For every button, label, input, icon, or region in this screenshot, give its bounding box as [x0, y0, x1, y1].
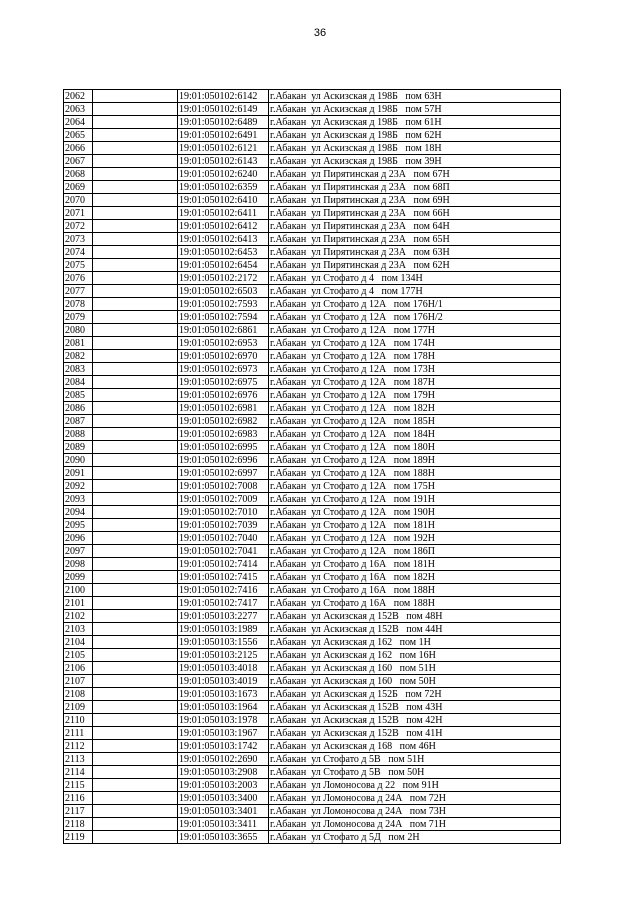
- cadastral-number-cell: 19:01:050102:2690: [178, 753, 269, 766]
- row-number-cell: 2113: [64, 753, 93, 766]
- table-row: [64, 714, 561, 727]
- cadastral-number-cell: 19:01:050102:7416: [178, 584, 269, 597]
- address-cell: г.Абакан ул Стофато д 12А пом 173Н: [269, 363, 561, 376]
- cadastral-number-cell: 19:01:050102:6982: [178, 415, 269, 428]
- address-cell: г.Абакан ул Стофато д 12А пом 184Н: [269, 428, 561, 441]
- address-cell: г.Абакан ул Аскизская д 162 пом 16Н: [269, 649, 561, 662]
- row-number-cell: 2073: [64, 233, 93, 246]
- blank-cell: [93, 298, 178, 311]
- row-number-cell: 2115: [64, 779, 93, 792]
- cadastral-number-cell: 19:01:050102:6359: [178, 181, 269, 194]
- cadastral-number-cell: 19:01:050102:6453: [178, 246, 269, 259]
- address-cell: г.Абакан ул Аскизская д 198Б пом 57Н: [269, 103, 561, 116]
- table-row: [64, 480, 561, 493]
- row-number-cell: 2062: [64, 90, 93, 103]
- row-number-cell: 2096: [64, 532, 93, 545]
- table-row: [64, 272, 561, 285]
- blank-cell: [93, 233, 178, 246]
- row-number-cell: 2119: [64, 831, 93, 844]
- blank-cell: [93, 311, 178, 324]
- blank-cell: [93, 181, 178, 194]
- cadastral-number-cell: 19:01:050102:7593: [178, 298, 269, 311]
- cadastral-number-cell: 19:01:050103:1964: [178, 701, 269, 714]
- blank-cell: [93, 779, 178, 792]
- cadastral-number-cell: 19:01:050103:1978: [178, 714, 269, 727]
- table-row: [64, 285, 561, 298]
- table-row: [64, 753, 561, 766]
- cadastral-number-cell: 19:01:050102:7010: [178, 506, 269, 519]
- blank-cell: [93, 363, 178, 376]
- table-row: [64, 311, 561, 324]
- blank-cell: [93, 428, 178, 441]
- blank-cell: [93, 623, 178, 636]
- row-number-cell: 2071: [64, 207, 93, 220]
- row-number-cell: 2116: [64, 792, 93, 805]
- table-row: [64, 220, 561, 233]
- row-number-cell: 2103: [64, 623, 93, 636]
- row-number-cell: 2079: [64, 311, 93, 324]
- blank-cell: [93, 324, 178, 337]
- blank-cell: [93, 818, 178, 831]
- row-number-cell: 2092: [64, 480, 93, 493]
- cadastral-number-cell: 19:01:050102:6953: [178, 337, 269, 350]
- blank-cell: [93, 168, 178, 181]
- property-registry-table: [63, 89, 561, 844]
- address-cell: г.Абакан ул Пирятинская д 23А пом 69Н: [269, 194, 561, 207]
- address-cell: г.Абакан ул Аскизская д 160 пом 51Н: [269, 662, 561, 675]
- blank-cell: [93, 493, 178, 506]
- table-row: [64, 259, 561, 272]
- cadastral-number-cell: 19:01:050102:6410: [178, 194, 269, 207]
- cadastral-number-cell: 19:01:050103:1989: [178, 623, 269, 636]
- row-number-cell: 2095: [64, 519, 93, 532]
- address-cell: г.Абакан ул Пирятинская д 23А пом 63Н: [269, 246, 561, 259]
- registry-table-body: [64, 90, 561, 844]
- cadastral-number-cell: 19:01:050103:2277: [178, 610, 269, 623]
- cadastral-number-cell: 19:01:050103:3400: [178, 792, 269, 805]
- address-cell: г.Абакан ул Пирятинская д 23А пом 68П: [269, 181, 561, 194]
- cadastral-number-cell: 19:01:050102:6983: [178, 428, 269, 441]
- address-cell: г.Абакан ул Стофато д 12А пом 187Н: [269, 376, 561, 389]
- row-number-cell: 2085: [64, 389, 93, 402]
- cadastral-number-cell: 19:01:050102:7040: [178, 532, 269, 545]
- cadastral-number-cell: 19:01:050102:6491: [178, 129, 269, 142]
- row-number-cell: 2082: [64, 350, 93, 363]
- blank-cell: [93, 675, 178, 688]
- cadastral-number-cell: 19:01:050102:6413: [178, 233, 269, 246]
- blank-cell: [93, 532, 178, 545]
- cadastral-number-cell: 19:01:050102:7594: [178, 311, 269, 324]
- address-cell: г.Абакан ул Стофато д 16А пом 188Н: [269, 584, 561, 597]
- address-cell: г.Абакан ул Пирятинская д 23А пом 65Н: [269, 233, 561, 246]
- address-cell: г.Абакан ул Стофато д 12А пом 177Н: [269, 324, 561, 337]
- address-cell: г.Абакан ул Стофато д 5Д пом 2Н: [269, 831, 561, 844]
- blank-cell: [93, 259, 178, 272]
- table-row: [64, 402, 561, 415]
- blank-cell: [93, 636, 178, 649]
- table-row: [64, 350, 561, 363]
- cadastral-number-cell: 19:01:050103:4018: [178, 662, 269, 675]
- cadastral-number-cell: 19:01:050102:7415: [178, 571, 269, 584]
- row-number-cell: 2075: [64, 259, 93, 272]
- row-number-cell: 2108: [64, 688, 93, 701]
- row-number-cell: 2070: [64, 194, 93, 207]
- row-number-cell: 2102: [64, 610, 93, 623]
- blank-cell: [93, 116, 178, 129]
- cadastral-number-cell: 19:01:050102:6143: [178, 155, 269, 168]
- address-cell: г.Абакан ул Аскизская д 152Б пом 72Н: [269, 688, 561, 701]
- blank-cell: [93, 103, 178, 116]
- row-number-cell: 2080: [64, 324, 93, 337]
- address-cell: г.Абакан ул Стофато д 12А пом 174Н: [269, 337, 561, 350]
- address-cell: г.Абакан ул Аскизская д 152В пом 48Н: [269, 610, 561, 623]
- table-row: [64, 623, 561, 636]
- cadastral-number-cell: 19:01:050102:6997: [178, 467, 269, 480]
- row-number-cell: 2087: [64, 415, 93, 428]
- table-row: [64, 246, 561, 259]
- blank-cell: [93, 246, 178, 259]
- address-cell: г.Абакан ул Стофато д 12А пом 189Н: [269, 454, 561, 467]
- table-row: [64, 428, 561, 441]
- blank-cell: [93, 506, 178, 519]
- row-number-cell: 2100: [64, 584, 93, 597]
- table-row: [64, 324, 561, 337]
- table-row: [64, 441, 561, 454]
- row-number-cell: 2093: [64, 493, 93, 506]
- address-cell: г.Абакан ул Стофато д 12А пом 191Н: [269, 493, 561, 506]
- address-cell: г.Абакан ул Аскизская д 152В пом 44Н: [269, 623, 561, 636]
- table-row: [64, 766, 561, 779]
- row-number-cell: 2112: [64, 740, 93, 753]
- table-row: [64, 636, 561, 649]
- table-row: [64, 181, 561, 194]
- cadastral-number-cell: 19:01:050103:2003: [178, 779, 269, 792]
- table-row: [64, 792, 561, 805]
- blank-cell: [93, 519, 178, 532]
- cadastral-number-cell: 19:01:050102:7009: [178, 493, 269, 506]
- table-row: [64, 142, 561, 155]
- table-row: [64, 818, 561, 831]
- table-row: [64, 558, 561, 571]
- blank-cell: [93, 753, 178, 766]
- cadastral-number-cell: 19:01:050102:6412: [178, 220, 269, 233]
- address-cell: г.Абакан ул Аскизская д 198Б пом 63Н: [269, 90, 561, 103]
- table-row: [64, 571, 561, 584]
- row-number-cell: 2088: [64, 428, 93, 441]
- address-cell: г.Абакан ул Аскизская д 198Б пом 62Н: [269, 129, 561, 142]
- row-number-cell: 2098: [64, 558, 93, 571]
- blank-cell: [93, 649, 178, 662]
- table-row: [64, 454, 561, 467]
- row-number-cell: 2086: [64, 402, 93, 415]
- cadastral-number-cell: 19:01:050102:6973: [178, 363, 269, 376]
- address-cell: г.Абакан ул Стофато д 12А пом 180Н: [269, 441, 561, 454]
- address-cell: г.Абакан ул Стофато д 12А пом 186П: [269, 545, 561, 558]
- blank-cell: [93, 545, 178, 558]
- row-number-cell: 2094: [64, 506, 93, 519]
- table-row: [64, 831, 561, 844]
- address-cell: г.Абакан ул Пирятинская д 23А пом 67Н: [269, 168, 561, 181]
- address-cell: г.Абакан ул Аскизская д 198Б пом 18Н: [269, 142, 561, 155]
- table-row: [64, 168, 561, 181]
- address-cell: г.Абакан ул Ломоносова д 22 пом 91Н: [269, 779, 561, 792]
- address-cell: г.Абакан ул Ломоносова д 24А пом 71Н: [269, 818, 561, 831]
- blank-cell: [93, 194, 178, 207]
- blank-cell: [93, 701, 178, 714]
- blank-cell: [93, 688, 178, 701]
- address-cell: г.Абакан ул Ломоносова д 24А пом 72Н: [269, 792, 561, 805]
- row-number-cell: 2097: [64, 545, 93, 558]
- blank-cell: [93, 571, 178, 584]
- cadastral-number-cell: 19:01:050103:2908: [178, 766, 269, 779]
- row-number-cell: 2109: [64, 701, 93, 714]
- row-number-cell: 2101: [64, 597, 93, 610]
- table-row: [64, 376, 561, 389]
- cadastral-number-cell: 19:01:050103:3411: [178, 818, 269, 831]
- blank-cell: [93, 558, 178, 571]
- row-number-cell: 2091: [64, 467, 93, 480]
- cadastral-number-cell: 19:01:050103:1742: [178, 740, 269, 753]
- row-number-cell: 2110: [64, 714, 93, 727]
- table-row: [64, 649, 561, 662]
- address-cell: г.Абакан ул Стофато д 16А пом 181Н: [269, 558, 561, 571]
- cadastral-number-cell: 19:01:050102:6975: [178, 376, 269, 389]
- cadastral-number-cell: 19:01:050102:7041: [178, 545, 269, 558]
- cadastral-number-cell: 19:01:050102:7414: [178, 558, 269, 571]
- table-row: [64, 805, 561, 818]
- row-number-cell: 2067: [64, 155, 93, 168]
- row-number-cell: 2089: [64, 441, 93, 454]
- blank-cell: [93, 155, 178, 168]
- row-number-cell: 2066: [64, 142, 93, 155]
- blank-cell: [93, 597, 178, 610]
- row-number-cell: 2118: [64, 818, 93, 831]
- cadastral-number-cell: 19:01:050103:3401: [178, 805, 269, 818]
- address-cell: г.Абакан ул Стофато д 12А пом 176Н/1: [269, 298, 561, 311]
- address-cell: г.Абакан ул Аскизская д 152В пом 42Н: [269, 714, 561, 727]
- blank-cell: [93, 350, 178, 363]
- table-row: [64, 493, 561, 506]
- address-cell: г.Абакан ул Стофато д 16А пом 182Н: [269, 571, 561, 584]
- blank-cell: [93, 480, 178, 493]
- address-cell: г.Абакан ул Аскизская д 168 пом 46Н: [269, 740, 561, 753]
- cadastral-number-cell: 19:01:050103:1967: [178, 727, 269, 740]
- blank-cell: [93, 454, 178, 467]
- cadastral-number-cell: 19:01:050102:6503: [178, 285, 269, 298]
- row-number-cell: 2065: [64, 129, 93, 142]
- table-row: [64, 675, 561, 688]
- blank-cell: [93, 831, 178, 844]
- table-row: [64, 155, 561, 168]
- blank-cell: [93, 337, 178, 350]
- cadastral-number-cell: 19:01:050102:2172: [178, 272, 269, 285]
- blank-cell: [93, 129, 178, 142]
- row-number-cell: 2072: [64, 220, 93, 233]
- row-number-cell: 2081: [64, 337, 93, 350]
- address-cell: г.Абакан ул Стофато д 12А пом 192Н: [269, 532, 561, 545]
- cadastral-number-cell: 19:01:050103:4019: [178, 675, 269, 688]
- table-row: [64, 194, 561, 207]
- cadastral-number-cell: 19:01:050102:6149: [178, 103, 269, 116]
- blank-cell: [93, 90, 178, 103]
- cadastral-number-cell: 19:01:050103:1556: [178, 636, 269, 649]
- cadastral-number-cell: 19:01:050102:7417: [178, 597, 269, 610]
- table-row: [64, 233, 561, 246]
- table-row: [64, 207, 561, 220]
- address-cell: г.Абакан ул Стофато д 12А пом 181Н: [269, 519, 561, 532]
- table-row: [64, 545, 561, 558]
- table-row: [64, 90, 561, 103]
- blank-cell: [93, 402, 178, 415]
- table-row: [64, 584, 561, 597]
- cadastral-number-cell: 19:01:050102:6489: [178, 116, 269, 129]
- row-number-cell: 2084: [64, 376, 93, 389]
- address-cell: г.Абакан ул Пирятинская д 23А пом 64Н: [269, 220, 561, 233]
- blank-cell: [93, 142, 178, 155]
- cadastral-number-cell: 19:01:050102:6996: [178, 454, 269, 467]
- cadastral-number-cell: 19:01:050102:6411: [178, 207, 269, 220]
- table-row: [64, 740, 561, 753]
- row-number-cell: 2074: [64, 246, 93, 259]
- address-cell: г.Абакан ул Аскизская д 160 пом 50Н: [269, 675, 561, 688]
- blank-cell: [93, 376, 178, 389]
- blank-cell: [93, 467, 178, 480]
- cadastral-number-cell: 19:01:050102:6981: [178, 402, 269, 415]
- table-row: [64, 779, 561, 792]
- table-row: [64, 506, 561, 519]
- address-cell: г.Абакан ул Стофато д 12А пом 190Н: [269, 506, 561, 519]
- table-row: [64, 519, 561, 532]
- address-cell: г.Абакан ул Стофато д 5В пом 51Н: [269, 753, 561, 766]
- blank-cell: [93, 610, 178, 623]
- row-number-cell: 2078: [64, 298, 93, 311]
- address-cell: г.Абакан ул Аскизская д 152В пом 41Н: [269, 727, 561, 740]
- row-number-cell: 2105: [64, 649, 93, 662]
- address-cell: г.Абакан ул Стофато д 12А пом 175Н: [269, 480, 561, 493]
- blank-cell: [93, 792, 178, 805]
- row-number-cell: 2117: [64, 805, 93, 818]
- address-cell: г.Абакан ул Стофато д 5В пом 50Н: [269, 766, 561, 779]
- table-row: [64, 363, 561, 376]
- cadastral-number-cell: 19:01:050103:3655: [178, 831, 269, 844]
- row-number-cell: 2069: [64, 181, 93, 194]
- table-row: [64, 467, 561, 480]
- cadastral-number-cell: 19:01:050102:6861: [178, 324, 269, 337]
- table-row: [64, 610, 561, 623]
- row-number-cell: 2114: [64, 766, 93, 779]
- row-number-cell: 2076: [64, 272, 93, 285]
- cadastral-number-cell: 19:01:050102:6454: [178, 259, 269, 272]
- table-row: [64, 337, 561, 350]
- row-number-cell: 2106: [64, 662, 93, 675]
- table-row: [64, 688, 561, 701]
- row-number-cell: 2064: [64, 116, 93, 129]
- table-row: [64, 103, 561, 116]
- blank-cell: [93, 389, 178, 402]
- table-row: [64, 662, 561, 675]
- address-cell: г.Абакан ул Пирятинская д 23А пом 62Н: [269, 259, 561, 272]
- blank-cell: [93, 285, 178, 298]
- page-number: 36: [313, 27, 327, 39]
- address-cell: г.Абакан ул Стофато д 12А пом 185Н: [269, 415, 561, 428]
- address-cell: г.Абакан ул Стофато д 12А пом 176Н/2: [269, 311, 561, 324]
- table-row: [64, 727, 561, 740]
- blank-cell: [93, 441, 178, 454]
- cadastral-number-cell: 19:01:050102:7039: [178, 519, 269, 532]
- address-cell: г.Абакан ул Стофато д 4 пом 177Н: [269, 285, 561, 298]
- cadastral-number-cell: 19:01:050102:6142: [178, 90, 269, 103]
- blank-cell: [93, 272, 178, 285]
- blank-cell: [93, 727, 178, 740]
- blank-cell: [93, 766, 178, 779]
- table-row: [64, 389, 561, 402]
- blank-cell: [93, 415, 178, 428]
- row-number-cell: 2104: [64, 636, 93, 649]
- address-cell: г.Абакан ул Стофато д 12А пом 179Н: [269, 389, 561, 402]
- address-cell: г.Абакан ул Аскизская д 198Б пом 61Н: [269, 116, 561, 129]
- blank-cell: [93, 740, 178, 753]
- address-cell: г.Абакан ул Стофато д 4 пом 134Н: [269, 272, 561, 285]
- blank-cell: [93, 584, 178, 597]
- table-row: [64, 701, 561, 714]
- row-number-cell: 2068: [64, 168, 93, 181]
- blank-cell: [93, 220, 178, 233]
- row-number-cell: 2083: [64, 363, 93, 376]
- cadastral-number-cell: 19:01:050102:6240: [178, 168, 269, 181]
- table-row: [64, 129, 561, 142]
- cadastral-number-cell: 19:01:050103:2125: [178, 649, 269, 662]
- address-cell: г.Абакан ул Аскизская д 198Б пом 39Н: [269, 155, 561, 168]
- address-cell: г.Абакан ул Стофато д 16А пом 188Н: [269, 597, 561, 610]
- row-number-cell: 2099: [64, 571, 93, 584]
- address-cell: г.Абакан ул Пирятинская д 23А пом 66Н: [269, 207, 561, 220]
- cadastral-number-cell: 19:01:050103:1673: [178, 688, 269, 701]
- address-cell: г.Абакан ул Ломоносова д 24А пом 73Н: [269, 805, 561, 818]
- cadastral-number-cell: 19:01:050102:6970: [178, 350, 269, 363]
- address-cell: г.Абакан ул Стофато д 12А пом 188Н: [269, 467, 561, 480]
- address-cell: г.Абакан ул Стофато д 12А пом 178Н: [269, 350, 561, 363]
- cadastral-number-cell: 19:01:050102:6121: [178, 142, 269, 155]
- blank-cell: [93, 714, 178, 727]
- row-number-cell: 2090: [64, 454, 93, 467]
- cadastral-number-cell: 19:01:050102:7008: [178, 480, 269, 493]
- address-cell: г.Абакан ул Аскизская д 162 пом 1Н: [269, 636, 561, 649]
- row-number-cell: 2077: [64, 285, 93, 298]
- address-cell: г.Абакан ул Стофато д 12А пом 182Н: [269, 402, 561, 415]
- cadastral-number-cell: 19:01:050102:6995: [178, 441, 269, 454]
- row-number-cell: 2111: [64, 727, 93, 740]
- cadastral-number-cell: 19:01:050102:6976: [178, 389, 269, 402]
- table-row: [64, 298, 561, 311]
- row-number-cell: 2063: [64, 103, 93, 116]
- blank-cell: [93, 207, 178, 220]
- row-number-cell: 2107: [64, 675, 93, 688]
- address-cell: г.Абакан ул Аскизская д 152В пом 43Н: [269, 701, 561, 714]
- blank-cell: [93, 805, 178, 818]
- table-row: [64, 597, 561, 610]
- table-row: [64, 415, 561, 428]
- table-row: [64, 116, 561, 129]
- table-row: [64, 532, 561, 545]
- blank-cell: [93, 662, 178, 675]
